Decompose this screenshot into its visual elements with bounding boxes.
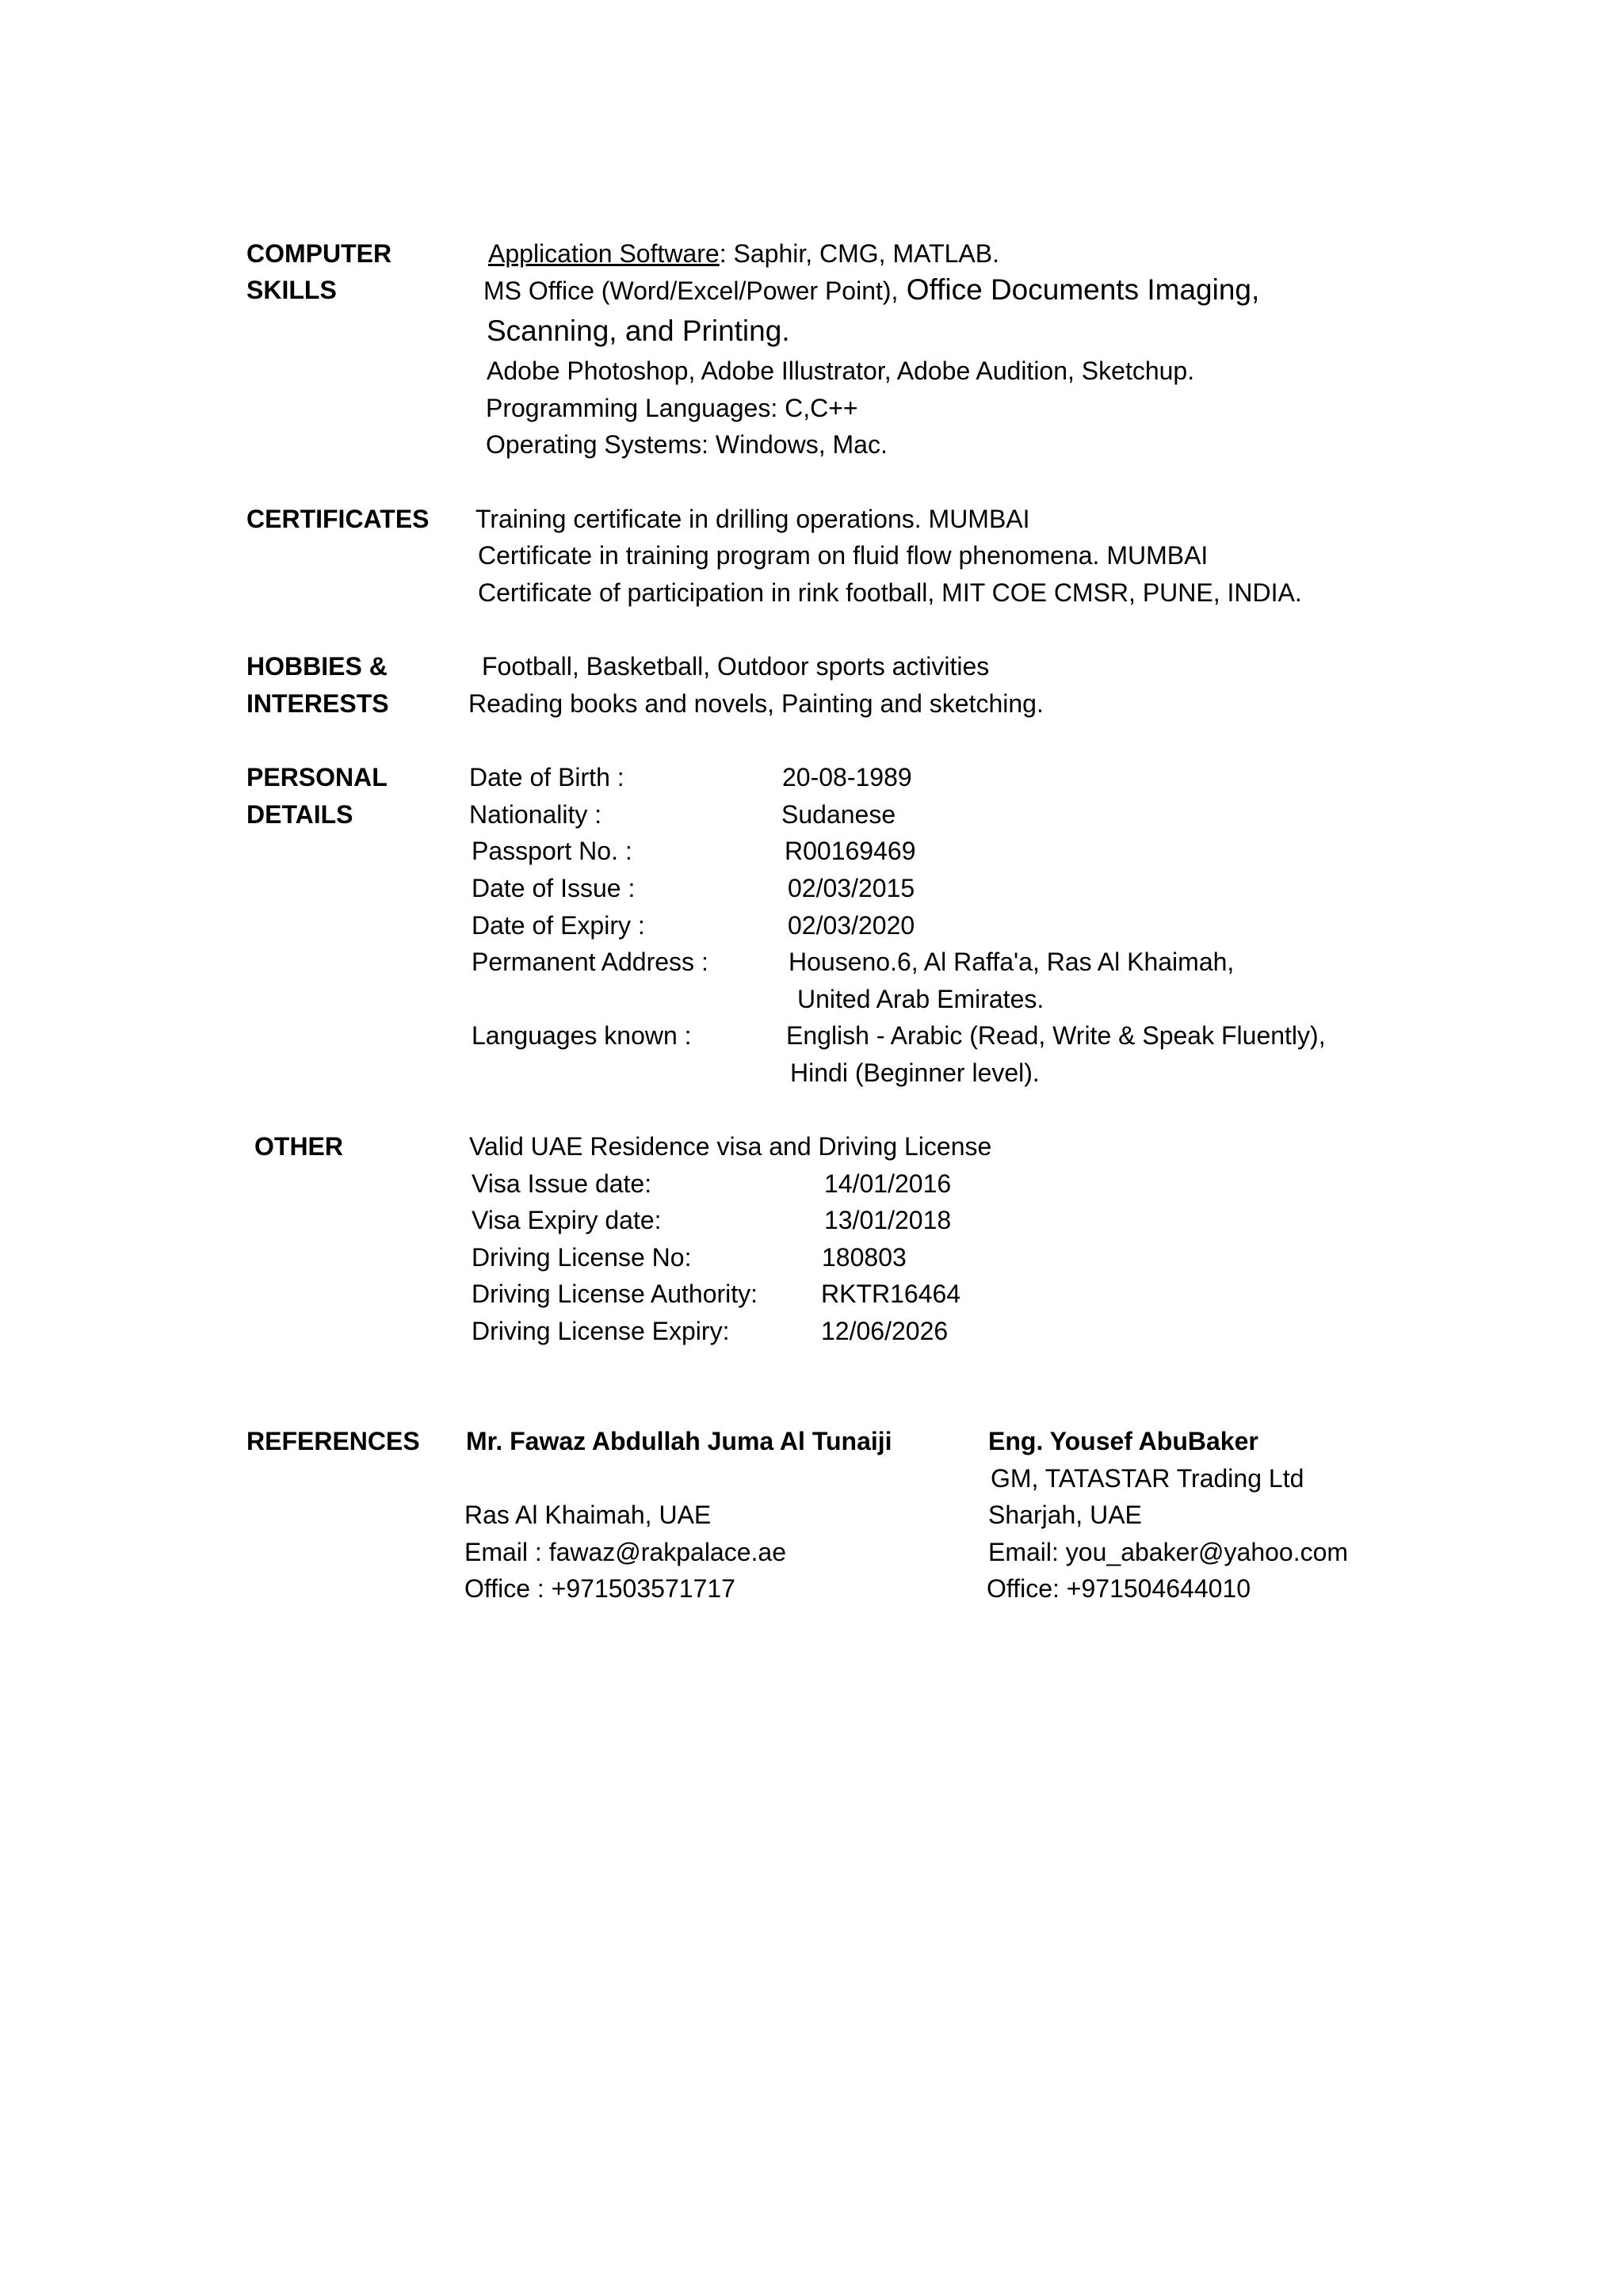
dl-no-label: Driving License No: <box>472 1243 692 1272</box>
languages-line-2: Hindi (Beginner level). <box>790 1058 1040 1087</box>
ref1-office: Office : +971503571717 <box>464 1574 735 1603</box>
dl-no-value: 180803 <box>822 1243 907 1272</box>
visa-line: Valid UAE Residence visa and Driving License <box>469 1132 992 1161</box>
ref2-position: GM, TATASTAR Trading Ltd <box>991 1464 1304 1493</box>
dob-value: 20-08-1989 <box>782 763 912 791</box>
expiry-label: Date of Expiry : <box>472 911 645 940</box>
ref2-location: Sharjah, UAE <box>988 1501 1142 1529</box>
passport-label: Passport No. : <box>472 837 632 865</box>
languages-label: Languages known : <box>472 1021 692 1050</box>
dl-auth-label: Driving License Authority: <box>472 1280 758 1308</box>
certificate-item-3: Certificate of participation in rink football, MIT COE CMSR, PUNE, INDIA. <box>478 578 1302 607</box>
nationality-label: Nationality : <box>469 800 602 829</box>
address-line-1: Houseno.6, Al Raffa'a, Ras Al Khaimah, <box>789 948 1235 976</box>
office-docs-text: Office Documents Imaging, <box>898 273 1260 306</box>
ref2-email: Email: you_abaker@yahoo.com <box>988 1538 1349 1566</box>
passport-value: R00169469 <box>785 837 916 865</box>
visa-expiry-value: 13/01/2018 <box>824 1206 952 1234</box>
scanning-line: Scanning, and Printing. <box>487 315 790 347</box>
app-software-line <box>488 235 999 272</box>
other-label: OTHER <box>254 1132 343 1161</box>
visa-issue-label: Visa Issue date: <box>472 1169 652 1198</box>
expiry-value: 02/03/2020 <box>788 911 915 940</box>
personal-label-1: PERSONAL <box>246 763 388 791</box>
ms-office-line <box>483 272 1259 309</box>
nationality-value: Sudanese <box>781 800 896 829</box>
hobby-item-2: Reading books and novels, Painting and sketching. <box>468 689 1044 718</box>
dob-label: Date of Birth : <box>469 763 624 791</box>
hobbies-label-2: INTERESTS <box>246 689 389 718</box>
app-software-label: Application Software <box>488 239 720 268</box>
hobby-item-1: Football, Basketball, Outdoor sports activities <box>482 652 990 681</box>
address-line-2: United Arab Emirates. <box>797 985 1044 1013</box>
adobe-line: Adobe Photoshop, Adobe Illustrator, Adobe Audition, Sketchup. <box>487 357 1195 385</box>
certificates-label: CERTIFICATES <box>246 505 430 533</box>
address-label: Permanent Address : <box>472 948 708 976</box>
app-software-value: : Saphir, CMG, MATLAB. <box>719 239 999 268</box>
ref1-name: Mr. Fawaz Abdullah Juma Al Tunaiji <box>466 1427 892 1455</box>
issue-value: 02/03/2015 <box>788 874 915 902</box>
ref2-name: Eng. Yousef AbuBaker <box>988 1427 1258 1455</box>
os-line: Operating Systems: Windows, Mac. <box>486 430 888 459</box>
visa-expiry-label: Visa Expiry date: <box>472 1206 662 1234</box>
computer-skills-label-1: COMPUTER <box>246 239 392 268</box>
hobbies-label-1: HOBBIES & <box>246 652 388 681</box>
computer-skills-label-2: SKILLS <box>246 276 337 304</box>
ref1-email: Email : fawaz@rakpalace.ae <box>464 1538 786 1566</box>
dl-expiry-value: 12/06/2026 <box>821 1317 949 1345</box>
ms-office-text: MS Office (Word/Excel/Power Point), <box>483 277 899 305</box>
personal-label-2: DETAILS <box>246 800 353 829</box>
certificate-item-1: Training certificate in drilling operations. MUMBAI <box>475 505 1030 533</box>
visa-issue-value: 14/01/2016 <box>824 1169 952 1198</box>
ref1-location: Ras Al Khaimah, UAE <box>464 1501 712 1529</box>
dl-expiry-label: Driving License Expiry: <box>472 1317 730 1345</box>
issue-label: Date of Issue : <box>472 874 636 902</box>
languages-line-1: English - Arabic (Read, Write & Speak Fluently), <box>786 1021 1326 1050</box>
ref2-office: Office: +971504644010 <box>987 1574 1251 1603</box>
references-label: REFERENCES <box>246 1427 420 1455</box>
certificate-item-2: Certificate in training program on fluid flow phenomena. MUMBAI <box>478 541 1209 570</box>
programming-line: Programming Languages: C,C++ <box>486 394 858 422</box>
dl-auth-value: RKTR16464 <box>821 1280 961 1308</box>
